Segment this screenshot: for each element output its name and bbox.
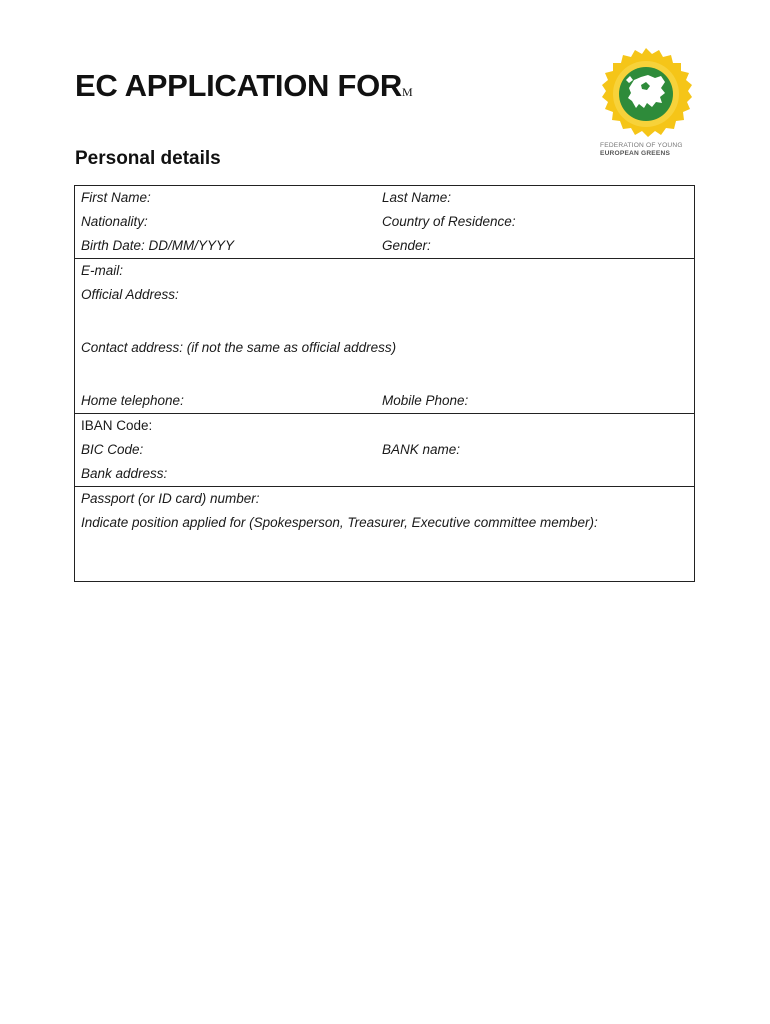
bank-address-field[interactable]: Bank address: xyxy=(81,466,168,481)
title-suffix: M xyxy=(402,85,413,99)
logo-caption-line1: FEDERATION OF YOUNG xyxy=(600,142,683,149)
home-phone-field[interactable]: Home telephone: xyxy=(81,393,184,408)
first-name-field[interactable]: First Name: xyxy=(81,190,151,205)
globe-sun-icon xyxy=(594,48,698,140)
email-field[interactable]: E-mail: xyxy=(81,263,124,278)
mobile-phone-field[interactable]: Mobile Phone: xyxy=(382,393,469,408)
divider-2 xyxy=(75,413,694,414)
divider-1 xyxy=(75,258,694,259)
fyeg-logo xyxy=(594,48,698,166)
personal-details-form xyxy=(74,185,695,582)
page-title xyxy=(75,68,412,104)
bank-name-field[interactable]: BANK name: xyxy=(382,442,461,457)
position-field[interactable]: Indicate position applied for (Spokesperson, Treasurer, Executive committee member): xyxy=(81,515,598,530)
bic-field[interactable]: BIC Code: xyxy=(81,442,144,457)
last-name-field[interactable]: Last Name: xyxy=(382,190,452,205)
iban-field[interactable]: IBAN Code: xyxy=(81,418,153,433)
official-address-field[interactable]: Official Address: xyxy=(81,287,179,302)
title-text: EC APPLICATION FOR xyxy=(75,68,402,103)
birth-date-field[interactable]: Birth Date: DD/MM/YYYY xyxy=(81,238,235,253)
section-title: Personal details xyxy=(75,148,221,169)
gender-field[interactable]: Gender: xyxy=(382,238,431,253)
passport-field[interactable]: Passport (or ID card) number: xyxy=(81,491,260,506)
nationality-field[interactable]: Nationality: xyxy=(81,214,148,229)
divider-3 xyxy=(75,486,694,487)
logo-caption-line2: EUROPEAN GREENS xyxy=(600,150,671,157)
contact-address-field[interactable]: Contact address: (if not the same as official address) xyxy=(81,340,397,355)
country-field[interactable]: Country of Residence: xyxy=(382,214,516,229)
